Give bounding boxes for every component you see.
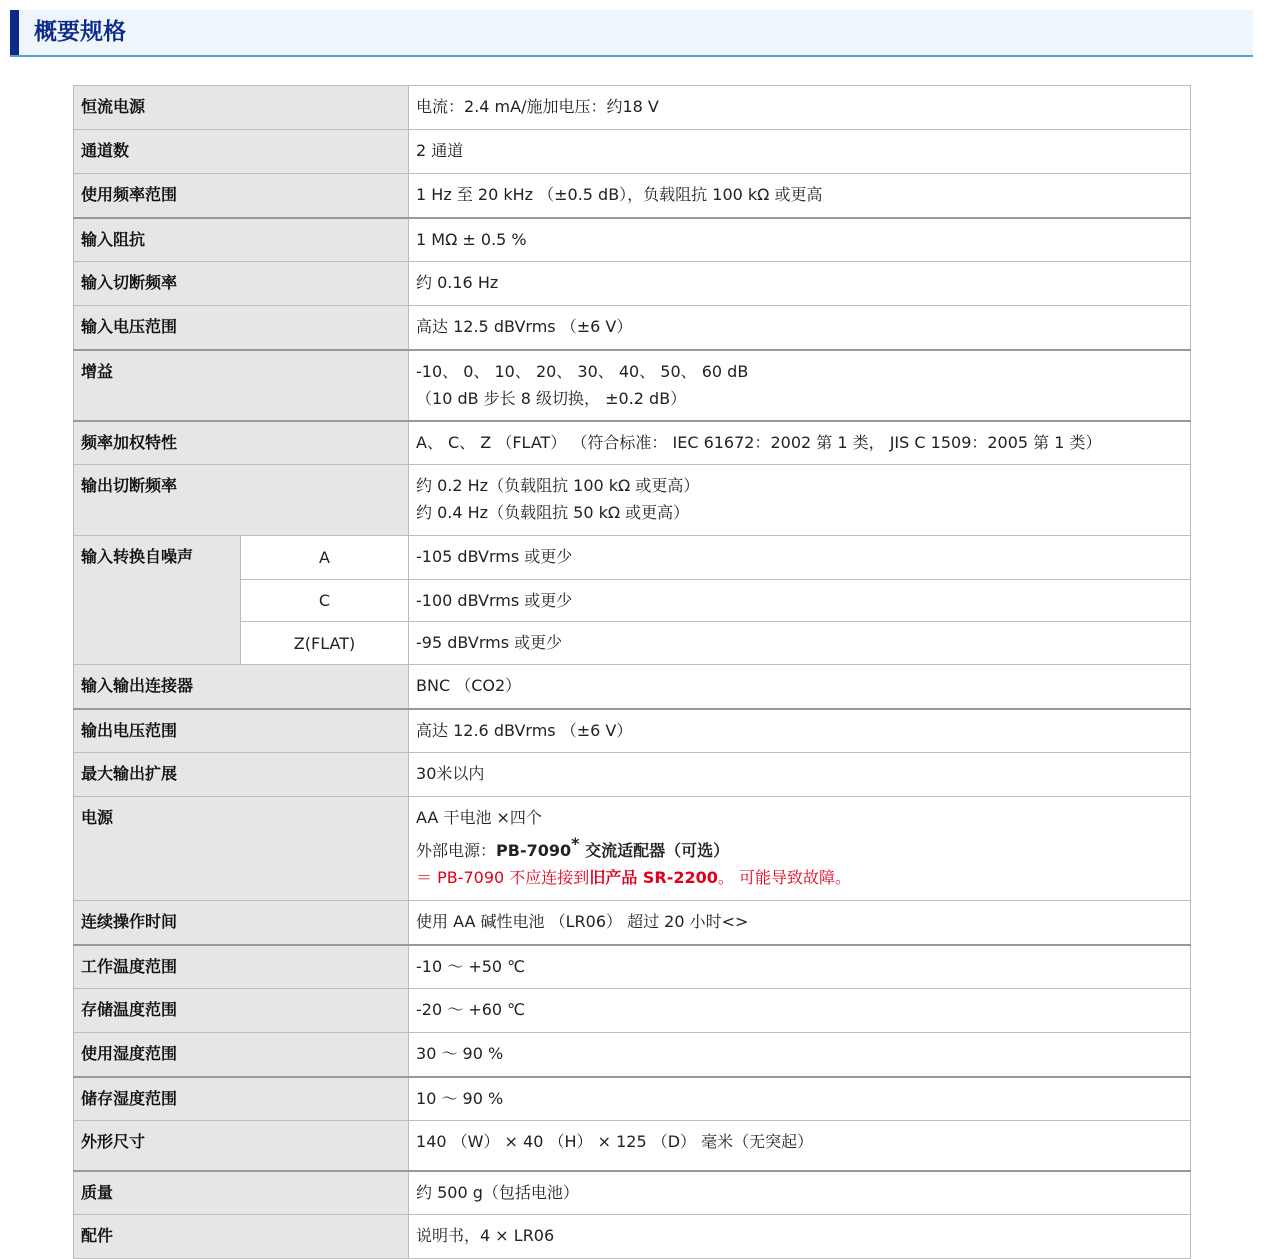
spec-label: 储存湿度范围 — [74, 1077, 409, 1121]
output-cutoff-line: 约 0.4 Hz（负载阻抗 50 kΩ 或更高） — [416, 503, 690, 522]
spec-table — [73, 85, 1191, 1259]
spec-label: 最大输出扩展 — [74, 753, 409, 797]
spec-value: A、 C、 Z （FLAT） （符合标准： IEC 61672：2002 第 1 类， JIS C 1509：2005 第 1 类） — [409, 421, 1191, 465]
spec-row — [74, 350, 1191, 421]
spec-row — [74, 753, 1191, 797]
spec-label: 输入阻抗 — [74, 218, 409, 262]
adapter-description: 交流适配器（可选） — [579, 841, 730, 860]
spec-row — [74, 1171, 1191, 1215]
spec-row — [74, 218, 1191, 262]
spec-value: -20 ～ +60 ℃ — [409, 989, 1191, 1033]
spec-label: 输出切断频率 — [74, 465, 409, 536]
spec-label: 电源 — [74, 797, 409, 901]
power-warning-note — [416, 864, 1183, 891]
spec-value: 2 通道 — [409, 130, 1191, 174]
spec-value: 使用 AA 碱性电池 （LR06） 超过 20 小时<> — [409, 901, 1191, 945]
spec-row — [74, 901, 1191, 945]
spec-label: 输入输出连接器 — [74, 665, 409, 709]
external-power-prefix: 外部电源： — [416, 841, 497, 860]
spec-row — [74, 262, 1191, 306]
noise-value: -100 dBVrms 或更少 — [409, 580, 1191, 622]
spec-label: 存储温度范围 — [74, 989, 409, 1033]
spec-row — [74, 622, 1191, 665]
spec-label: 恒流电源 — [74, 86, 409, 130]
spec-value: 约 0.16 Hz — [409, 262, 1191, 306]
spec-label: 外形尺寸 — [74, 1121, 409, 1171]
spec-label: 使用频率范围 — [74, 174, 409, 218]
section-title: 概要规格 — [34, 19, 126, 45]
adapter-model: PB-7090 — [496, 841, 572, 860]
spec-value: 30 ～ 90 % — [409, 1033, 1191, 1077]
spec-row — [74, 130, 1191, 174]
noise-weight: C — [241, 580, 409, 622]
warning-text: 。 可能导致故障。 — [717, 868, 851, 887]
noise-value: -95 dBVrms 或更少 — [409, 622, 1191, 665]
noise-weight: A — [241, 536, 409, 580]
spec-row — [74, 174, 1191, 218]
spec-label: 工作温度范围 — [74, 945, 409, 989]
spec-value: 约 500 g（包括电池） — [409, 1171, 1191, 1215]
spec-label: 输入电压范围 — [74, 306, 409, 350]
spec-label: 使用湿度范围 — [74, 1033, 409, 1077]
spec-value: 140 （W） × 40 （H） × 125 （D） 毫米（无突起） — [409, 1121, 1191, 1171]
spec-row — [74, 989, 1191, 1033]
spec-row — [74, 797, 1191, 901]
spec-row — [74, 86, 1191, 130]
spec-value: 1 Hz 至 20 kHz （±0.5 dB），负载阻抗 100 kΩ 或更高 — [409, 174, 1191, 218]
noise-weight: Z(FLAT) — [241, 622, 409, 665]
spec-value: 30米以内 — [409, 753, 1191, 797]
footnote-mark: * — [571, 834, 580, 853]
spec-value — [409, 465, 1191, 536]
power-external-line — [416, 834, 1183, 864]
spec-row — [74, 709, 1191, 753]
power-battery-line: AA 干电池 ×四个 — [416, 808, 542, 827]
spec-row — [74, 421, 1191, 465]
spec-row — [74, 1033, 1191, 1077]
spec-row — [74, 945, 1191, 989]
spec-row — [74, 1215, 1191, 1259]
gain-line: （10 dB 步长 8 级切换， ±0.2 dB） — [416, 388, 687, 408]
spec-row — [74, 536, 1191, 580]
spec-row — [74, 465, 1191, 536]
warning-text: ＝ PB-7090 不应连接到 — [416, 868, 590, 887]
spec-value — [409, 350, 1191, 421]
header-accent-bar — [10, 10, 19, 55]
spec-row — [74, 1077, 1191, 1121]
spec-value: BNC （CO2） — [409, 665, 1191, 709]
spec-label: 输出电压范围 — [74, 709, 409, 753]
spec-row — [74, 665, 1191, 709]
spec-label: 频率加权特性 — [74, 421, 409, 465]
spec-value: -10 ～ +50 ℃ — [409, 945, 1191, 989]
spec-label: 通道数 — [74, 130, 409, 174]
spec-label: 质量 — [74, 1171, 409, 1215]
spec-value: 高达 12.5 dBVrms （±6 V） — [409, 306, 1191, 350]
spec-value: 1 MΩ ± 0.5 % — [409, 218, 1191, 262]
section-header — [10, 10, 1253, 57]
noise-value: -105 dBVrms 或更少 — [409, 536, 1191, 580]
spec-label: 配件 — [74, 1215, 409, 1259]
spec-row — [74, 306, 1191, 350]
spec-row — [74, 580, 1191, 622]
spec-label: 输入切断频率 — [74, 262, 409, 306]
gain-line: -10、 0、 10、 20、 30、 40、 50、 60 dB — [416, 361, 749, 381]
spec-label: 连续操作时间 — [74, 901, 409, 945]
spec-value: 说明书，4 × LR06 — [409, 1215, 1191, 1259]
spec-value: 10 ～ 90 % — [409, 1077, 1191, 1121]
spec-label: 增益 — [74, 350, 409, 421]
spec-row — [74, 1121, 1191, 1171]
legacy-product: 旧产品 SR-2200 — [589, 868, 718, 887]
spec-value: 电流：2.4 mA/施加电压：约18 V — [409, 86, 1191, 130]
spec-label: 输入转换自噪声 — [74, 536, 241, 665]
output-cutoff-line: 约 0.2 Hz（负载阻抗 100 kΩ 或更高） — [416, 476, 700, 495]
spec-value: 高达 12.6 dBVrms （±6 V） — [409, 709, 1191, 753]
spec-value — [409, 797, 1191, 901]
